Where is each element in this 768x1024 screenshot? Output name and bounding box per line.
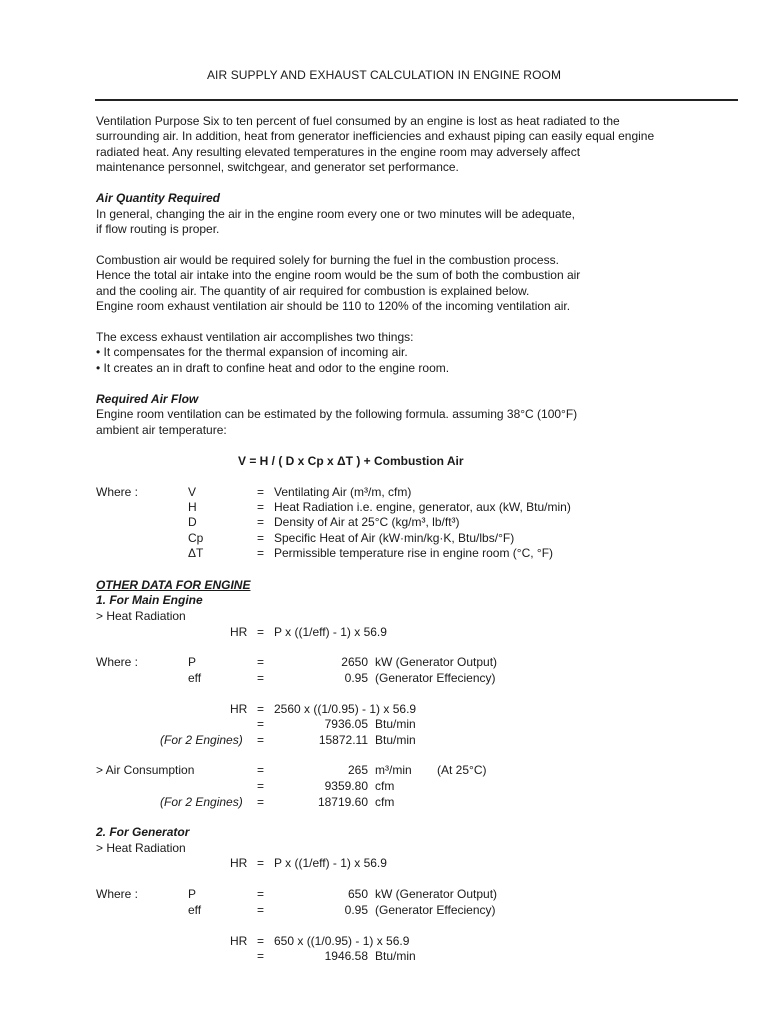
var-description: Density of Air at 25°C (kg/m³, lb/ft³) (274, 515, 460, 529)
intro-line: maintenance personnel, switchgear, and generator set performance. (96, 160, 459, 174)
equals-sign: = (257, 856, 265, 870)
where-label: Where : (96, 485, 139, 499)
var-description: Permissible temperature rise in engine room (°C, °F) (274, 546, 554, 560)
var-symbol: V (188, 485, 197, 499)
title-rule (95, 99, 738, 101)
equals-sign: = (257, 949, 265, 963)
intro-line: surrounding air. In addition, heat from generator inefficiencies and exhaust piping can easily equal engine (96, 129, 655, 143)
var-description: Ventilating Air (m³/m, cfm) (274, 485, 412, 499)
hr-unit: Btu/min (375, 949, 416, 963)
equals-sign: = (257, 903, 265, 917)
para-line: Engine room ventilation can be estimated by the following formula. assuming 38°C (100°F) (96, 407, 578, 421)
hr-label: HR (230, 702, 248, 716)
power-value: 2650 (341, 655, 368, 669)
para-line: The excess exhaust ventilation air accomplishes two things: (96, 330, 414, 344)
subheading-generator: 2. For Generator (96, 825, 190, 839)
equals-sign: = (257, 763, 265, 777)
power-unit: kW (Generator Output) (375, 655, 498, 669)
para-line: Engine room exhaust ventilation air should be 110 to 120% of the incoming ventilation air. (96, 299, 571, 313)
var-symbol: eff (188, 671, 202, 685)
air-consumption-unit: m³/min (375, 763, 412, 777)
intro-line: radiated heat. Any resulting elevated temperatures in the engine room may adversely affect (96, 145, 581, 159)
hr-formula: P x ((1/eff) - 1) x 56.9 (274, 856, 387, 870)
heat-radiation-label: > Heat Radiation (96, 609, 186, 623)
var-symbol: P (188, 887, 197, 901)
var-description: Specific Heat of Air (kW·min/kg·K, Btu/lbs/°F) (274, 531, 515, 545)
where-label: Where : (96, 655, 139, 669)
air-consumption-label: > Air Consumption (96, 763, 195, 777)
section-heading-air-flow: Required Air Flow (96, 392, 199, 406)
bullet-line: • It creates an in draft to confine heat and odor to the engine room. (96, 361, 450, 375)
hr-calculation: 2560 x ((1/0.95) - 1) x 56.9 (274, 702, 417, 716)
power-unit: kW (Generator Output) (375, 887, 498, 901)
equals-sign: = (257, 779, 265, 793)
section-heading-other-data: OTHER DATA FOR ENGINE (96, 578, 251, 592)
equals-sign: = (257, 671, 265, 685)
two-engines-label: (For 2 Engines) (160, 733, 243, 747)
cfm-unit: cfm (375, 795, 395, 809)
page-title: AIR SUPPLY AND EXHAUST CALCULATION IN ENGINE ROOM (206, 68, 562, 82)
hr-label: HR (230, 625, 248, 639)
equals-sign: = (257, 934, 265, 948)
equals-sign: = (257, 887, 265, 901)
equals-sign: = (257, 702, 265, 716)
hr-unit: Btu/min (375, 733, 416, 747)
bullet-line: • It compensates for the thermal expansion of incoming air. (96, 345, 408, 359)
subheading-main-engine: 1. For Main Engine (96, 593, 203, 607)
equals-sign: = (257, 500, 265, 514)
heat-radiation-label: > Heat Radiation (96, 841, 186, 855)
equals-sign: = (257, 733, 265, 747)
var-description: Heat Radiation i.e. engine, generator, aux (kW, Btu/min) (274, 500, 571, 514)
hr-two-engines-result: 15872.11 (318, 733, 368, 747)
var-symbol: Cp (188, 531, 204, 545)
air-consumption-note: (At 25°C) (437, 763, 487, 777)
hr-label: HR (230, 934, 248, 948)
var-symbol: P (188, 655, 197, 669)
para-line: and the cooling air. The quantity of air required for combustion is explained below. (96, 284, 530, 298)
var-symbol: eff (188, 903, 202, 917)
equals-sign: = (257, 625, 265, 639)
where-label: Where : (96, 887, 139, 901)
hr-label: HR (230, 856, 248, 870)
hr-result: 1946.58 (324, 949, 368, 963)
para-line: if flow routing is proper. (96, 222, 220, 236)
efficiency-value: 0.95 (344, 903, 368, 917)
hr-calculation: 650 x ((1/0.95) - 1) x 56.9 (274, 934, 410, 948)
cfm-value: 9359.80 (324, 779, 368, 793)
equals-sign: = (257, 485, 265, 499)
para-line: ambient air temperature: (96, 423, 227, 437)
equals-sign: = (257, 515, 265, 529)
hr-unit: Btu/min (375, 717, 416, 731)
equals-sign: = (257, 546, 265, 560)
cfm-two-engines-value: 18719.60 (317, 795, 368, 809)
efficiency-value: 0.95 (344, 671, 368, 685)
var-symbol: ΔT (188, 546, 204, 560)
equals-sign: = (257, 531, 265, 545)
para-line: Combustion air would be required solely for burning the fuel in the combustion process. (96, 253, 559, 267)
hr-formula: P x ((1/eff) - 1) x 56.9 (274, 625, 387, 639)
air-consumption-value: 265 (347, 763, 368, 777)
equals-sign: = (257, 717, 265, 731)
hr-result: 7936.05 (324, 717, 368, 731)
intro-line: Ventilation Purpose Six to ten percent of fuel consumed by an engine is lost as heat radiated to the (96, 114, 620, 128)
var-symbol: D (188, 515, 197, 529)
var-symbol: H (188, 500, 197, 514)
cfm-unit: cfm (375, 779, 395, 793)
ventilation-formula: V = H / ( D x Cp x ΔT ) + Combustion Air (238, 454, 464, 468)
two-engines-label: (For 2 Engines) (160, 795, 243, 809)
efficiency-unit: (Generator Effeciency) (375, 671, 496, 685)
section-heading-air-quantity: Air Quantity Required (96, 191, 221, 205)
para-line: Hence the total air intake into the engine room would be the sum of both the combustion air (96, 268, 581, 282)
equals-sign: = (257, 795, 265, 809)
equals-sign: = (257, 655, 265, 669)
para-line: In general, changing the air in the engine room every one or two minutes will be adequate, (96, 207, 575, 221)
power-value: 650 (347, 887, 368, 901)
efficiency-unit: (Generator Effeciency) (375, 903, 496, 917)
